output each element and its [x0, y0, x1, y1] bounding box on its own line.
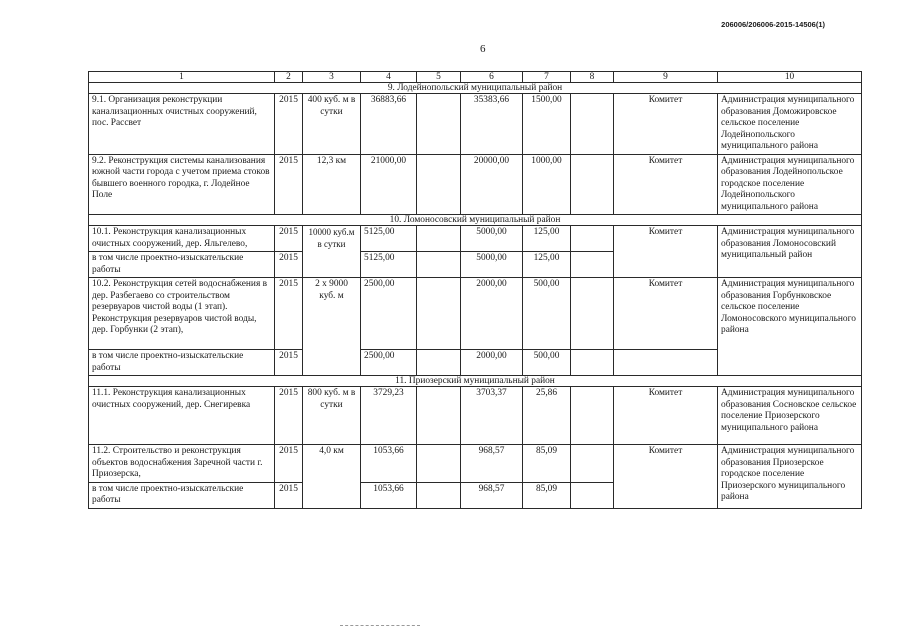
item-year: 2015: [275, 445, 303, 483]
cell-col4: 2500,00: [361, 350, 417, 376]
cell-col4: 1053,66: [361, 482, 417, 508]
cell-col8: [571, 252, 614, 278]
item-year: 2015: [275, 252, 303, 278]
cell-recipient: Администрация муниципального образования Лодейнопольское городское поселение Лодейнопольского муниципального района: [718, 154, 862, 215]
cell-col5: [417, 252, 461, 278]
cell-col4: 3729,23: [361, 387, 417, 445]
cell-executor: Комитет: [614, 445, 718, 509]
item-name: 10.2. Реконструкция сетей водоснабжения в дер. Разбегаево со строительством резервуаров чистой воды (1 этап). Реконструкция резервуаров чистой воды, дер. Горбунки (2 этап),: [89, 278, 275, 350]
cell-col6: 5000,00: [461, 226, 523, 252]
section-row: [89, 376, 862, 387]
cell-recipient: Администрация муниципального образования Горбунковское сельское поселение Ломоносовского муниципального района: [718, 278, 862, 376]
item-capacity: 2 х 9000 куб. м: [303, 278, 361, 376]
cell-recipient: Администрация муниципального образования Сосновское сельское поселение Приозерского муниципального района: [718, 387, 862, 445]
cell-recipient: Администрация муниципального образования Ломоносовский муниципальный район: [718, 226, 862, 278]
cell-col7: 500,00: [523, 350, 571, 376]
col-header: 6: [461, 72, 523, 83]
cell-col5: [417, 350, 461, 376]
cell-recipient: Администрация муниципального образования Доможировское сельское поселение Лодейнопольского муниципального района: [718, 94, 862, 155]
section-row: [89, 83, 862, 94]
cell-col8: [571, 350, 614, 376]
section-title: 9. Лодейнопольский муниципальный район: [89, 83, 862, 94]
section-title: 11. Приозерский муниципальный район: [89, 376, 862, 387]
cell-executor: Комитет: [614, 154, 718, 215]
cell-col5: [417, 154, 461, 215]
cell-col7: 85,09: [523, 482, 571, 508]
item-name: 9.2. Реконструкция системы канализования южной части города с учетом приема стоков бывшего военного городка, г. Лодейное Поле: [89, 154, 275, 215]
item-name: 9.1. Организация реконструкции канализационных очистных сооружений, пос. Рассвет: [89, 94, 275, 155]
cell-col8: [571, 154, 614, 215]
item-year: 2015: [275, 154, 303, 215]
cell-col5: [417, 387, 461, 445]
item-name: в том числе проектно-изыскательские работы: [89, 350, 275, 376]
col-header: 2: [275, 72, 303, 83]
cell-col4: 5125,00: [361, 226, 417, 252]
page-number: 6: [480, 43, 486, 55]
cell-recipient: Администрация муниципального образования Приозерское городское поселение Приозерского муниципального района: [718, 445, 862, 509]
cell-executor-empty: [614, 350, 718, 376]
col-header: 4: [361, 72, 417, 83]
col-header: 5: [417, 72, 461, 83]
cell-col8: [571, 445, 614, 483]
table-row: [89, 154, 862, 215]
cell-col4: 21000,00: [361, 154, 417, 215]
cell-col8: [571, 482, 614, 508]
cell-col7: 85,09: [523, 445, 571, 483]
program-table: [88, 71, 862, 509]
table-row: [89, 226, 862, 252]
item-name: 10.1. Реконструкция канализационных очистных сооружений, дер. Яльгелево,: [89, 226, 275, 252]
cell-col6: 2000,00: [461, 278, 523, 350]
cell-col7: 25,86: [523, 387, 571, 445]
col-header: 1: [89, 72, 275, 83]
cell-col6: 35383,66: [461, 94, 523, 155]
item-name: в том числе проектно-изыскательские работы: [89, 252, 275, 278]
column-header-row: [89, 72, 862, 83]
item-year: 2015: [275, 482, 303, 508]
item-name: в том числе проектно-изыскательские работы: [89, 482, 275, 508]
item-capacity: 800 куб. м в сутки: [303, 387, 361, 445]
cell-col4: 5125,00: [361, 252, 417, 278]
cell-col8: [571, 226, 614, 252]
cell-col5: [417, 445, 461, 483]
cell-executor: Комитет: [614, 387, 718, 445]
item-capacity: 4,0 км: [303, 445, 361, 509]
cell-col5: [417, 482, 461, 508]
cell-col4: 2500,00: [361, 278, 417, 350]
item-capacity: 400 куб. м в сутки: [303, 94, 361, 155]
cell-executor: Комитет: [614, 94, 718, 155]
section-row: [89, 215, 862, 226]
col-header: 8: [571, 72, 614, 83]
cell-col6: 968,57: [461, 445, 523, 483]
cell-col6: 20000,00: [461, 154, 523, 215]
item-capacity: 10000 куб.м в сутки: [303, 226, 361, 278]
item-year: 2015: [275, 278, 303, 350]
cell-col6: 968,57: [461, 482, 523, 508]
cell-executor: Комитет: [614, 226, 718, 278]
cell-col5: [417, 94, 461, 155]
cell-col8: [571, 387, 614, 445]
item-name: 11.1. Реконструкция канализационных очистных сооружений, дер. Снегиревка: [89, 387, 275, 445]
cell-col5: [417, 278, 461, 350]
col-header: 10: [718, 72, 862, 83]
section-title: 10. Ломоносовский муниципальный район: [89, 215, 862, 226]
cell-col7: 1000,00: [523, 154, 571, 215]
cell-executor: Комитет: [614, 278, 718, 350]
col-header: 9: [614, 72, 718, 83]
table-row: [89, 445, 862, 483]
table-row: [89, 278, 862, 350]
cell-col4: 1053,66: [361, 445, 417, 483]
cell-col7: 125,00: [523, 226, 571, 252]
table-row: [89, 387, 862, 445]
col-header: 7: [523, 72, 571, 83]
item-year: 2015: [275, 226, 303, 252]
cell-col8: [571, 278, 614, 350]
item-year: 2015: [275, 350, 303, 376]
cell-col6: 3703,37: [461, 387, 523, 445]
item-capacity: 12,3 км: [303, 154, 361, 215]
item-year: 2015: [275, 94, 303, 155]
cell-col7: 500,00: [523, 278, 571, 350]
col-header: 3: [303, 72, 361, 83]
table-row: [89, 94, 862, 155]
cell-col7: 125,00: [523, 252, 571, 278]
cell-col7: 1500,00: [523, 94, 571, 155]
scan-artifact-line: [340, 625, 420, 627]
cell-col4: 36883,66: [361, 94, 417, 155]
cell-col6: 2000,00: [461, 350, 523, 376]
cell-col6: 5000,00: [461, 252, 523, 278]
document-id: 206006/206006-2015-14506(1): [721, 20, 825, 29]
item-name: 11.2. Строительство и реконструкция объектов водоснабжения Заречной части г. Приозерска,: [89, 445, 275, 483]
item-year: 2015: [275, 387, 303, 445]
cell-col8: [571, 94, 614, 155]
cell-col5: [417, 226, 461, 252]
